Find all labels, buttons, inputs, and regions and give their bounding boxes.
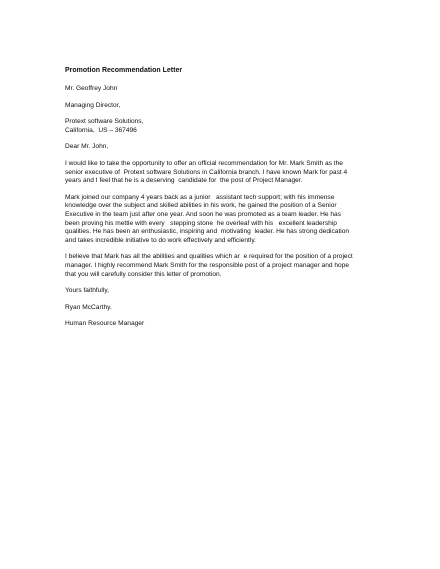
company-address: [65, 118, 395, 135]
salutation: Dear Mr. John,: [65, 143, 109, 151]
closing: Yours faithfully,: [65, 287, 109, 295]
paragraph-line: qualities. He has been an enthusiastic, inspiring and motivating leader. He has strong dedication: [65, 228, 350, 236]
paragraph-line: that you will carefully consider this letter of promotion.: [65, 270, 222, 278]
company-line: Protext software Solutions,: [65, 118, 144, 126]
paragraph-line: years and I feel that he is a deserving candidate for the post of Project Manager.: [65, 177, 303, 185]
paragraph-line: knowledge over the subject and skilled abilities in his work, he gained the position of a Senior: [65, 202, 337, 210]
paragraph-line: Mark joined our company 4 years back as a junior assistant tech support; with his immense: [65, 193, 335, 201]
recipient-title: Managing Director,: [65, 101, 121, 109]
paragraph-line: manager. I highly recommend Mark Smith for the responsible post of a project manager and hope: [65, 261, 350, 269]
paragraph-line: I believe that Mark has all the abilities and qualities which ar e required for the position of a project: [65, 253, 353, 261]
recipient-name: Mr. Geoffrey John: [65, 85, 118, 92]
paragraph-1: [65, 160, 395, 186]
company-line: California, US – 367496: [65, 126, 137, 134]
letter-title: Promotion Recommendation Letter: [65, 67, 183, 74]
paragraph-3: [65, 253, 395, 279]
paragraph-line: senior executive of Protext software Solutions in California branch. I have known Mark for past 4: [65, 168, 348, 176]
paragraph-line: Executive in the team just after one year. And soon he was promoted as a team leader. He has: [65, 210, 341, 218]
paragraph-2: [65, 194, 395, 246]
paragraph-line: I would like to take the opportunity to offer an official recommendation for Mr. Mark Smith as the: [65, 159, 343, 167]
paragraph-line: and takes incredible initiative to do work effectively and efficiently.: [65, 236, 256, 244]
paragraph-line: been proving his mettle with every stepping stone he overleaf with his excellent leadership: [65, 219, 337, 227]
sender-name: Ryan McCarthy.: [65, 303, 112, 311]
letter-body: [65, 66, 395, 337]
sender-title: Human Resource Manager: [65, 320, 145, 328]
